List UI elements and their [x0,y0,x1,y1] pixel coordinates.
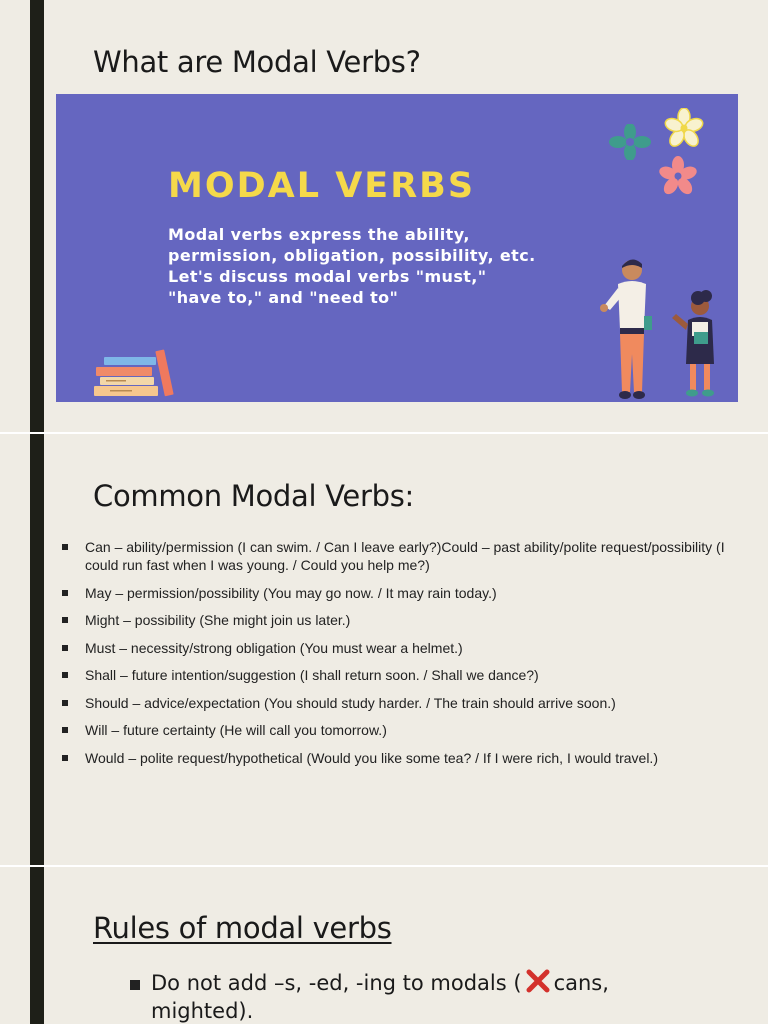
list-item-text: Should – advice/expectation (You should study harder. / The train should arrive soon.) [85,694,616,711]
slide-accent-bar [30,0,44,432]
list-item-text: Might – possibility (She might join us later.) [85,612,351,628]
modal-verbs-list [60,538,740,776]
slide-accent-bar [30,434,44,865]
bullet-square-icon [62,617,68,623]
list-item-text: Would – polite request/hypothetical (Would you like some tea? / If I were rich, I would travel.) [85,749,658,766]
teacher-student-illustration [590,254,730,402]
flower-icon [656,156,700,196]
slide-title: What are Modal Verbs? [93,45,421,79]
rule-text-after: cans, mighted). [151,971,609,1023]
banner-line: "have to," and "need to" [168,288,399,307]
bullet-square-icon [130,980,140,990]
flower-icon [662,108,706,148]
bullet-square-icon [62,645,68,651]
cross-mark-icon [525,969,551,993]
list-item-text: Will – future certainty (He will call you tomorrow.) [85,722,387,738]
banner-line: Let's discuss modal verbs "must," [168,267,487,286]
banner-line: Modal verbs express the ability, [168,225,470,244]
bullet-square-icon [62,672,68,678]
banner-line: permission, obligation, possibility, etc. [168,246,536,265]
list-item [128,969,688,1024]
rules-list [128,969,688,1024]
list-item [60,749,740,767]
list-item-text: Can – ability/permission (I can swim. / Can I leave early?)Could – past ability/polite request/possibility (I could run fast when I was young. / Could you help me?) [85,539,725,573]
list-item [60,538,740,574]
list-item [60,611,740,629]
bullet-square-icon [62,700,68,706]
books-illustration [92,346,184,398]
bullet-square-icon [62,755,68,761]
list-item [60,584,740,602]
list-item-text: May – permission/possibility (You may go now. / It may rain today.) [85,584,497,601]
list-item [60,666,740,684]
flower-icon [608,124,652,160]
slide-title: Common Modal Verbs: [93,479,414,513]
list-item-text: Shall – future intention/suggestion (I shall return soon. / Shall we dance?) [85,667,539,683]
slide-common-modal-verbs [0,434,768,865]
slide-rules-of-modal-verbs [0,867,768,1024]
bullet-square-icon [62,727,68,733]
list-item [60,694,740,712]
bullet-square-icon [62,590,68,596]
rule-text-before: Do not add –s, -ed, -ing to modals ( [151,971,522,995]
slide-what-are-modal-verbs [0,0,768,432]
bullet-square-icon [62,544,68,550]
slide-title: Rules of modal verbs [93,911,392,945]
list-item-text: Must – necessity/strong obligation (You must wear a helmet.) [85,639,463,656]
slide-accent-bar [30,867,44,1024]
banner-description [168,224,598,308]
list-item [60,639,740,657]
modal-verbs-banner [56,94,738,402]
banner-heading: MODAL VERBS [168,166,476,206]
list-item [60,721,740,739]
